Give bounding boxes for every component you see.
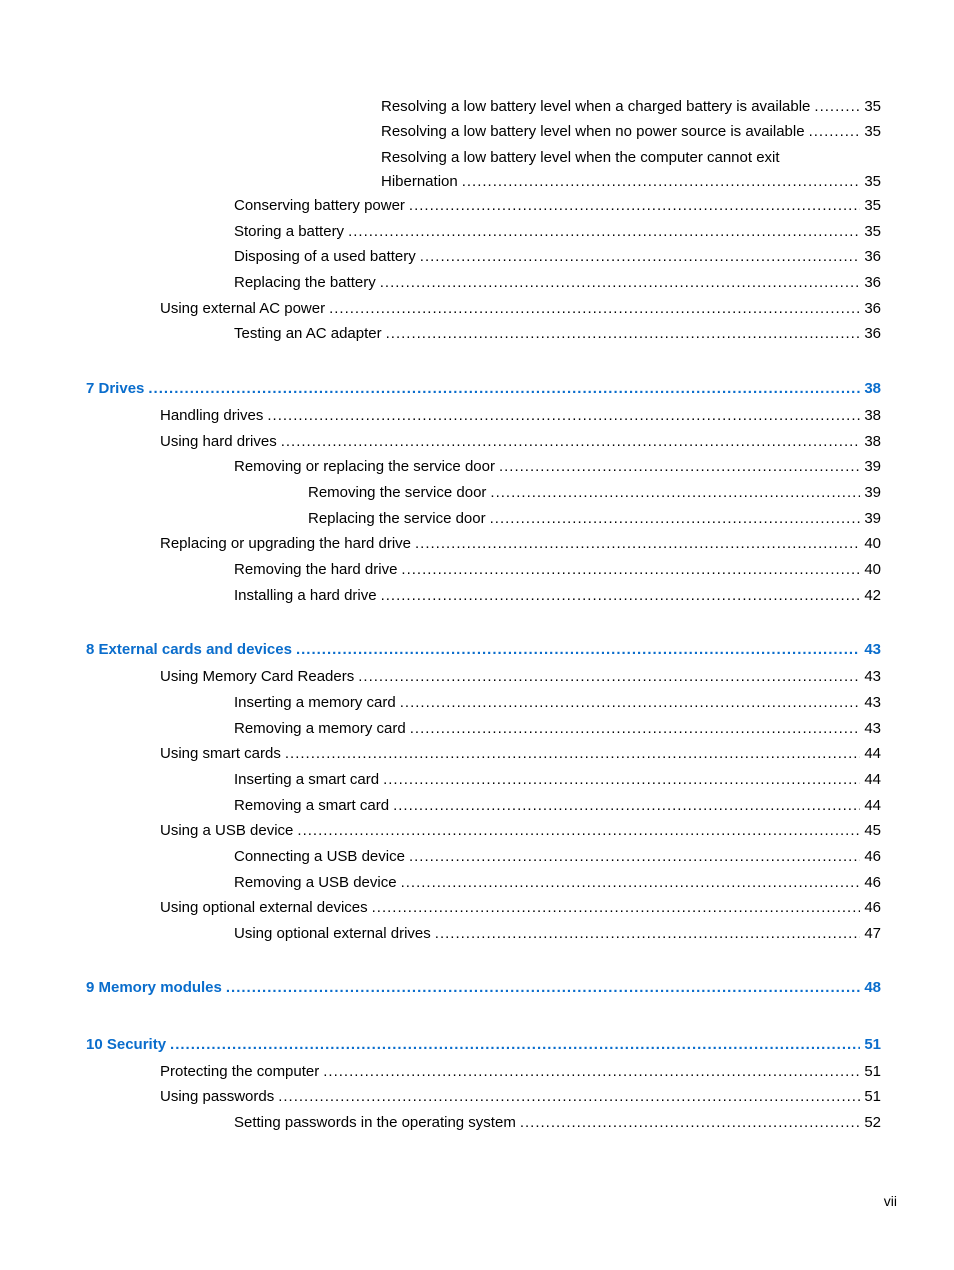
dot-leader: [435, 923, 861, 945]
toc-entry: [234, 195, 881, 217]
toc-entry-label: Using Memory Card Readers: [160, 668, 355, 685]
toc-entry: [160, 533, 881, 555]
dot-leader: [415, 533, 860, 555]
dot-leader: [267, 405, 860, 427]
toc-entry-label: Using external AC power: [160, 300, 326, 317]
dot-leader: [383, 769, 860, 791]
toc-entry-label: 7 Drives: [86, 380, 145, 397]
toc-entry-label: Testing an AC adapter: [234, 325, 382, 342]
toc-entry-label: Inserting a memory card: [234, 694, 396, 711]
toc-page-number: 35: [864, 223, 881, 240]
toc-entry-label: Hibernation: [381, 173, 458, 190]
toc-entry: [234, 585, 881, 607]
dot-leader: [380, 272, 861, 294]
toc-chapter-link[interactable]: [86, 378, 881, 400]
dot-leader: [809, 121, 861, 143]
toc-page-number: 46: [864, 848, 881, 865]
dot-leader: [329, 298, 860, 320]
toc-page-number: 42: [864, 587, 881, 604]
toc-page-number: 44: [864, 745, 881, 762]
toc-page-number: 51: [864, 1063, 881, 1080]
toc-page-number: 52: [864, 1114, 881, 1131]
toc-entry-line1: Resolving a low battery level when the computer cannot exit: [381, 149, 780, 166]
toc-entry: [234, 221, 881, 243]
dot-leader: [520, 1112, 860, 1134]
toc-entry: [234, 272, 881, 294]
toc-page-number: 43: [864, 694, 881, 711]
toc-page-number: 48: [864, 979, 881, 996]
dot-leader: [297, 820, 860, 842]
toc-entry-label: Resolving a low battery level when a charged battery is available: [381, 98, 811, 115]
dot-leader: [285, 743, 860, 765]
toc-entry: [160, 897, 881, 919]
toc-entry-label: Removing a smart card: [234, 797, 390, 814]
toc-entry: [160, 743, 881, 765]
toc-entry-label: Installing a hard drive: [234, 587, 377, 604]
dot-leader: [381, 585, 861, 607]
toc-entry-label: 9 Memory modules: [86, 979, 222, 996]
toc-entry: [160, 1061, 881, 1083]
toc-page-number: 38: [864, 407, 881, 424]
toc-entry-label: Replacing the battery: [234, 274, 376, 291]
toc-page-number: 39: [864, 458, 881, 475]
dot-leader: [814, 96, 860, 118]
dot-leader: [490, 482, 860, 504]
toc-entry-label: Removing or replacing the service door: [234, 458, 495, 475]
toc-entry-label: Using optional external drives: [234, 925, 431, 942]
dot-leader: [281, 431, 861, 453]
toc-entry-label: Handling drives: [160, 407, 264, 424]
toc-entry-label: Connecting a USB device: [234, 848, 405, 865]
toc-page-number: 45: [864, 822, 881, 839]
toc-page-number: 51: [864, 1088, 881, 1105]
toc-entry-label: Setting passwords in the operating system: [234, 1114, 516, 1131]
toc-chapter-link[interactable]: [86, 639, 881, 661]
dot-leader: [358, 666, 860, 688]
toc-chapter-link[interactable]: [86, 1034, 881, 1056]
toc-page-number: 40: [864, 535, 881, 552]
toc-entry-label: Resolving a low battery level when no power source is available: [381, 123, 805, 140]
toc-entry-label: Using hard drives: [160, 433, 277, 450]
toc-entry-label: Storing a battery: [234, 223, 345, 240]
dot-leader: [386, 323, 861, 345]
toc-entry-label: Using passwords: [160, 1088, 275, 1105]
dot-leader: [372, 897, 861, 919]
toc-entry: [234, 246, 881, 268]
dot-leader: [462, 171, 861, 193]
dot-leader: [420, 246, 861, 268]
page-folio: vii: [883, 1193, 897, 1209]
toc-page-number: 38: [864, 433, 881, 450]
toc-page-number: 43: [864, 668, 881, 685]
dot-leader: [278, 1086, 860, 1108]
toc-entry: [234, 846, 881, 868]
dot-leader: [226, 977, 860, 999]
toc-entry-label: Conserving battery power: [234, 197, 405, 214]
toc-entry: [234, 1112, 881, 1134]
toc-entry-label: Using smart cards: [160, 745, 281, 762]
dot-leader: [401, 559, 860, 581]
toc-page-number: 36: [864, 325, 881, 342]
toc-page-number: 46: [864, 874, 881, 891]
toc-entry: [234, 872, 881, 894]
toc-entry-label: Using a USB device: [160, 822, 294, 839]
toc-page-number: 35: [864, 173, 881, 190]
toc-entry: [234, 923, 881, 945]
dot-leader: [499, 456, 860, 478]
dot-leader: [393, 795, 860, 817]
dot-leader: [170, 1034, 860, 1056]
dot-leader: [323, 1061, 860, 1083]
dot-leader: [348, 221, 860, 243]
toc-chapter-link[interactable]: [86, 977, 881, 999]
toc-page-number: 36: [864, 274, 881, 291]
toc-entry: [160, 431, 881, 453]
toc-entry-line2: [381, 171, 881, 193]
toc-entry-label: Protecting the computer: [160, 1063, 320, 1080]
toc-entry-label: Inserting a smart card: [234, 771, 380, 788]
toc-entry: [381, 96, 881, 118]
toc-page-number: 39: [864, 484, 881, 501]
toc-page-number: 40: [864, 561, 881, 578]
toc-entry: [308, 482, 881, 504]
toc-page-number: 39: [864, 510, 881, 527]
dot-leader: [490, 508, 861, 530]
toc-entry: [234, 795, 881, 817]
toc-entry: [381, 121, 881, 143]
toc-page-number: 36: [864, 300, 881, 317]
toc-entry: [234, 718, 881, 740]
toc-entry-label: Using optional external devices: [160, 899, 368, 916]
dot-leader: [296, 639, 860, 661]
toc-page-number: 35: [864, 123, 881, 140]
toc-entry: [308, 508, 881, 530]
toc-page-number: 36: [864, 248, 881, 265]
toc-page-number: 35: [864, 98, 881, 115]
toc-entry-label: Removing the hard drive: [234, 561, 398, 578]
toc-entry-label: Replacing the service door: [308, 510, 486, 527]
toc-entry-label: 10 Security: [86, 1036, 167, 1053]
toc-entry-label: Removing a memory card: [234, 720, 406, 737]
toc-entry: [160, 298, 881, 320]
dot-leader: [409, 846, 860, 868]
toc-entry-label: Disposing of a used battery: [234, 248, 416, 265]
toc-page-number: 38: [864, 380, 881, 397]
toc-entry-label: 8 External cards and devices: [86, 641, 292, 658]
toc-entry: [160, 820, 881, 842]
toc-page-number: 44: [864, 771, 881, 788]
toc-page-number: 44: [864, 797, 881, 814]
toc-entry: [234, 769, 881, 791]
toc-entry: [234, 323, 881, 345]
toc-entry: [160, 405, 881, 427]
toc-page-number: 43: [864, 720, 881, 737]
toc-page-number: 51: [864, 1036, 881, 1053]
toc-entry: [234, 456, 881, 478]
toc-page-number: 46: [864, 899, 881, 916]
toc-page-number: 35: [864, 197, 881, 214]
toc-page-number: 47: [864, 925, 881, 942]
toc-entry: [234, 692, 881, 714]
dot-leader: [401, 872, 861, 894]
toc-entry-label: Removing a USB device: [234, 874, 397, 891]
toc-entry-label: Replacing or upgrading the hard drive: [160, 535, 411, 552]
toc-entry: [234, 559, 881, 581]
toc-entry-label: Removing the service door: [308, 484, 487, 501]
toc-entry: [160, 666, 881, 688]
dot-leader: [400, 692, 861, 714]
toc-entry: [160, 1086, 881, 1108]
dot-leader: [148, 378, 860, 400]
dot-leader: [409, 195, 860, 217]
dot-leader: [410, 718, 861, 740]
toc-page-number: 43: [864, 641, 881, 658]
